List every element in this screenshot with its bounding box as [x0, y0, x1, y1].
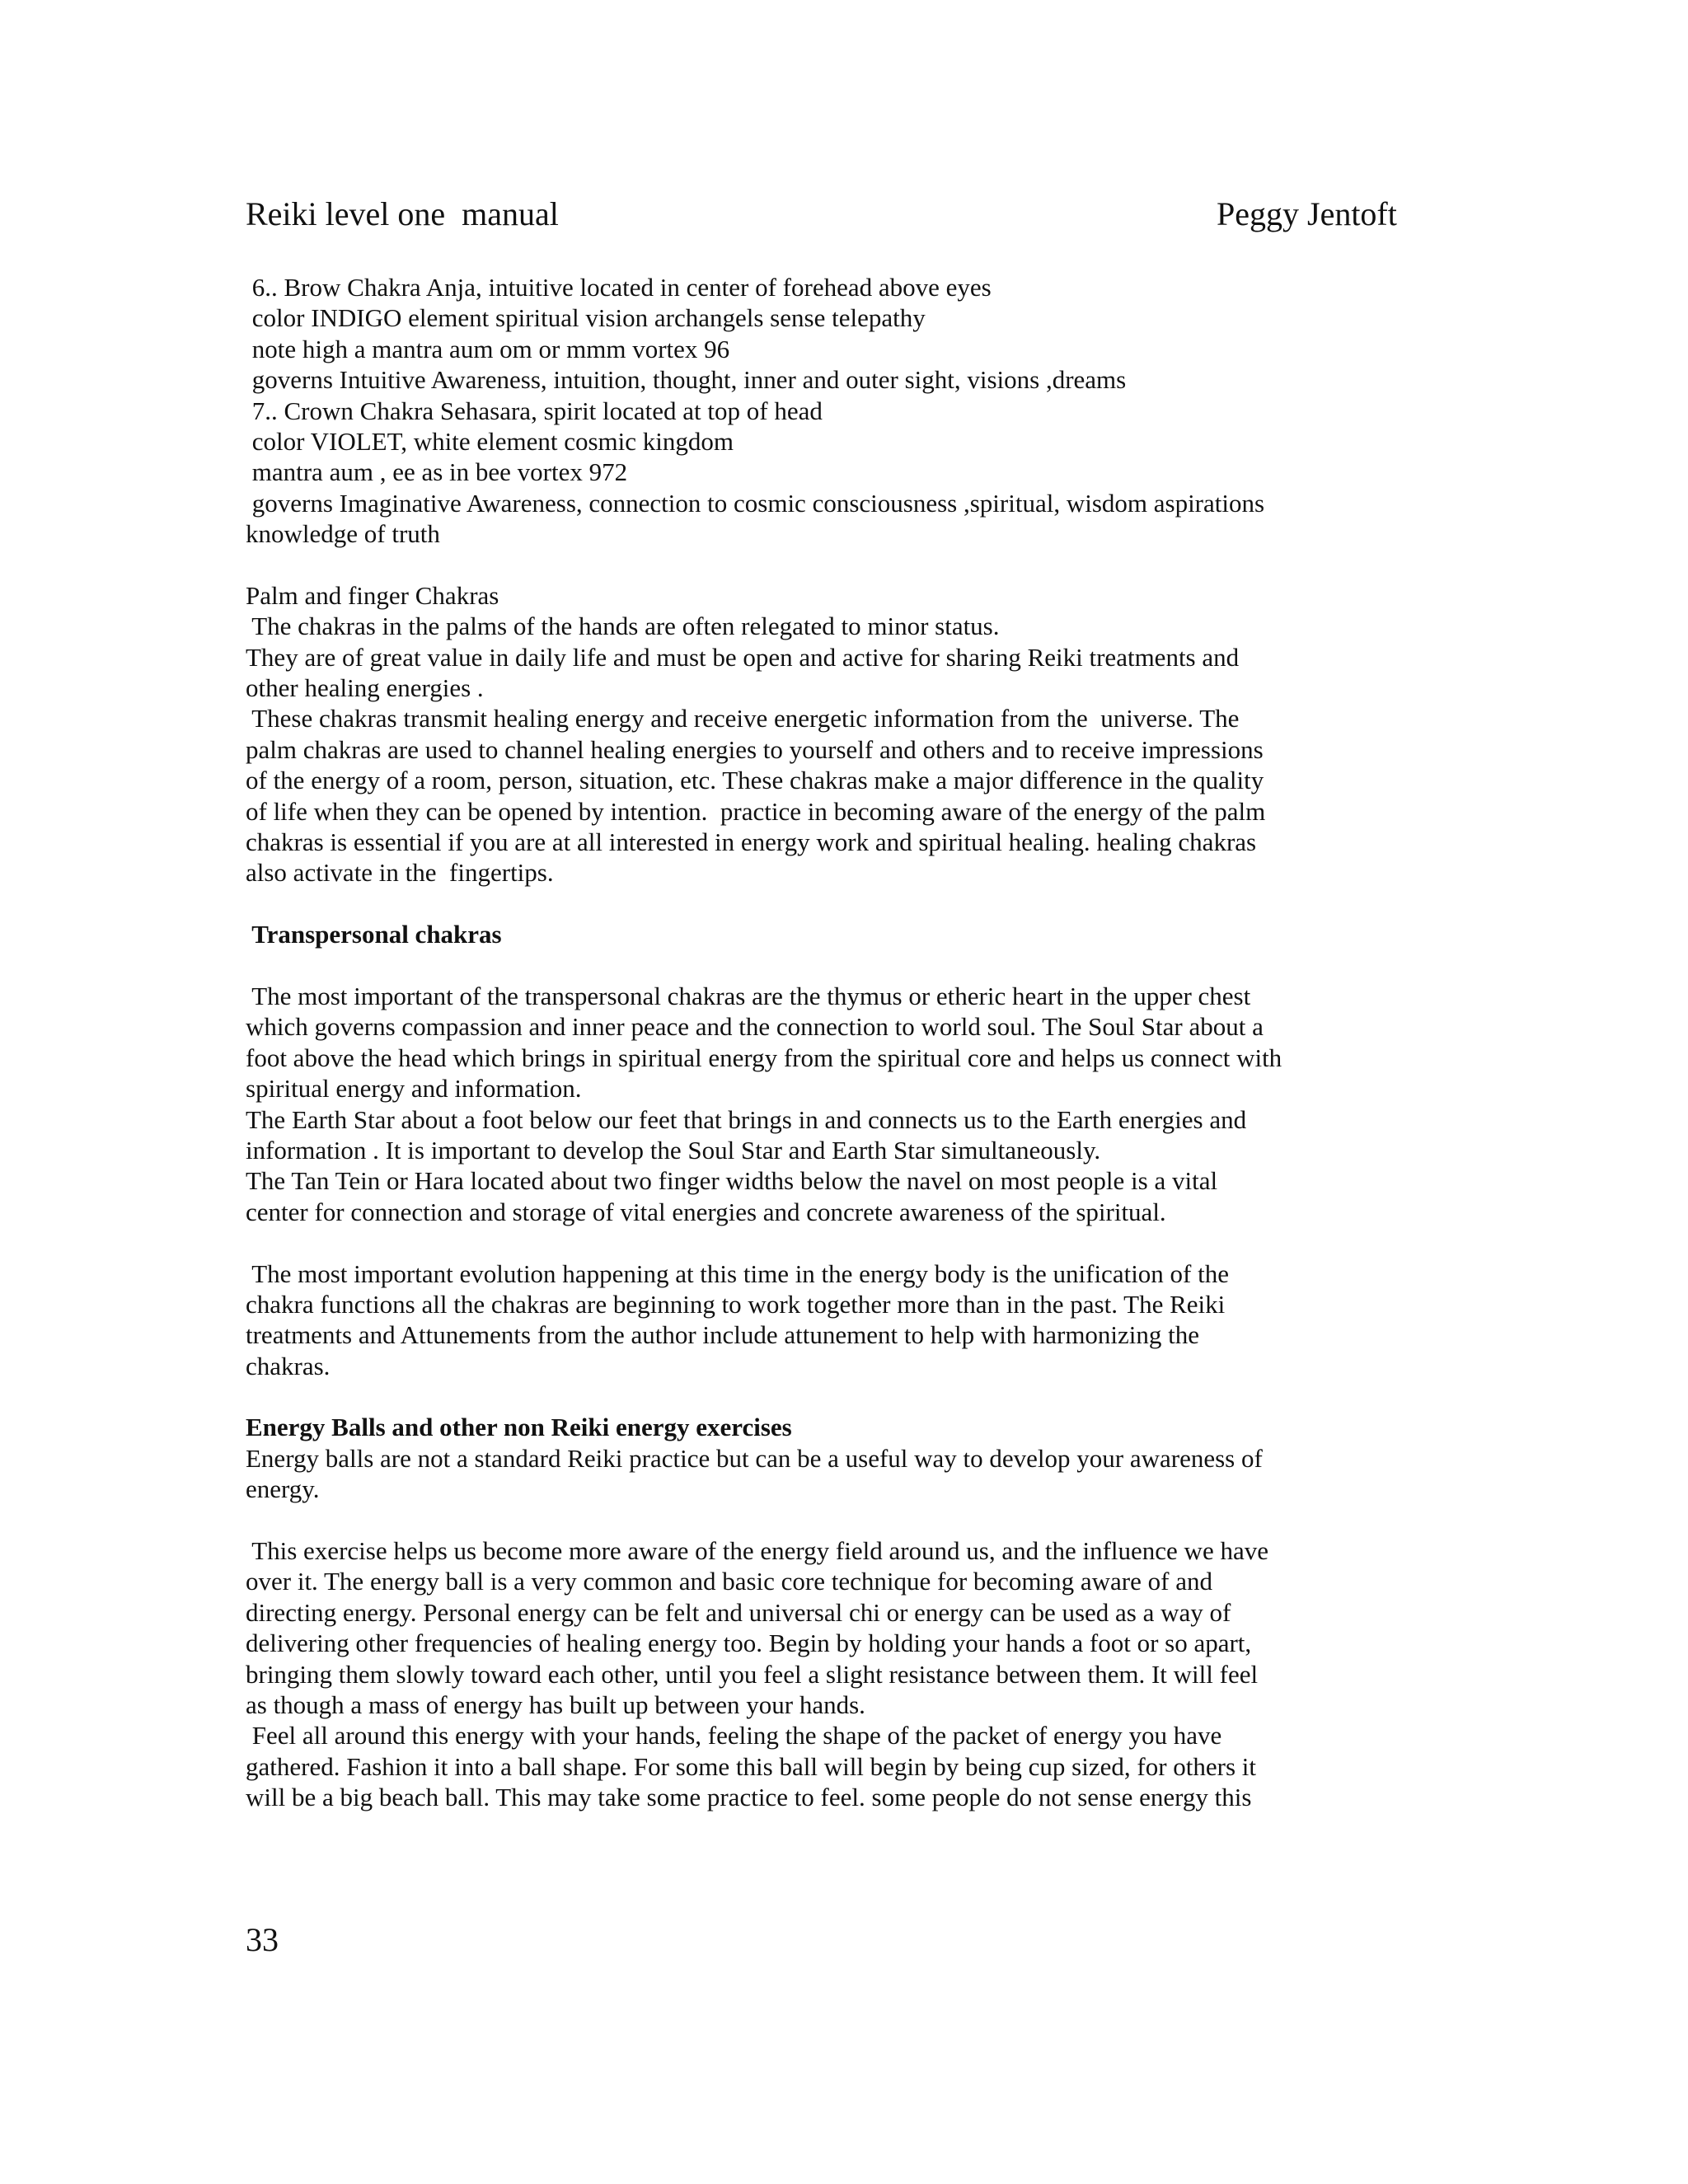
- text-line: center for connection and storage of vital energies and concrete awareness of the spiritual.: [246, 1197, 1166, 1226]
- text-line: note high a mantra aum om or mmm vortex 96: [246, 334, 730, 363]
- text-line: will be a big beach ball. This may take some practice to feel. some people do not sense energy this: [246, 1783, 1252, 1812]
- text-line: also activate in the fingertips.: [246, 858, 554, 888]
- text-line: chakra functions all the chakras are beginning to work together more than in the past. The Reiki: [246, 1289, 1226, 1319]
- text-line: chakras is essential if you are at all interested in energy work and spiritual healing. healing chakras: [246, 827, 1257, 857]
- text-line: as though a mass of energy has built up between your hands.: [246, 1690, 865, 1719]
- text-line: 6.. Brow Chakra Anja, intuitive located in center of forehead above eyes: [246, 273, 992, 302]
- blank-line: [246, 1505, 1449, 1535]
- text-line: Feel all around this energy with your hands, feeling the shape of the packet of energy you have: [246, 1721, 1222, 1750]
- text-line: information . It is important to develop the Soul Star and Earth Star simultaneously.: [246, 1135, 1101, 1165]
- text-line: palm chakras are used to channel healing energies to yourself and others and to receive impressions: [246, 734, 1264, 764]
- text-line: of life when they can be opened by intention. practice in becoming aware of the energy of the palm: [246, 796, 1266, 826]
- text-line: gathered. Fashion it into a ball shape. For some this ball will begin by being cup sized, for others it: [246, 1751, 1256, 1781]
- text-line: The chakras in the palms of the hands are often relegated to minor status.: [246, 612, 1000, 641]
- text-line: color VIOLET, white element cosmic kingdom: [246, 426, 734, 456]
- text-line: foot above the head which brings in spiritual energy from the spiritual core and helps us connect with: [246, 1043, 1282, 1072]
- text-line: color INDIGO element spiritual vision archangels sense telepathy: [246, 303, 926, 333]
- text-line: which governs compassion and inner peace and the connection to world soul. The Soul Star about a: [246, 1012, 1264, 1042]
- section-heading-transpersonal: Transpersonal chakras: [246, 920, 502, 949]
- text-line: governs Intuitive Awareness, intuition, thought, inner and outer sight, visions ,dreams: [246, 365, 1127, 395]
- blank-line: [246, 888, 1449, 919]
- text-line: chakras.: [246, 1351, 331, 1380]
- text-line: The Tan Tein or Hara located about two finger widths below the navel on most people is a vital: [246, 1166, 1218, 1196]
- text-line: bringing them slowly toward each other, until you feel a slight resistance between them. It will feel: [246, 1659, 1259, 1689]
- blank-line: [246, 950, 1449, 981]
- text-line: Energy balls are not a standard Reiki practice but can be a useful way to develop your awareness of: [246, 1443, 1263, 1473]
- text-line: spiritual energy and information.: [246, 1074, 582, 1104]
- running-header-title: Reiki level one manual: [246, 195, 559, 232]
- section-heading-palm-chakras: Palm and finger Chakras: [246, 580, 499, 610]
- text-line: delivering other frequencies of healing energy too. Begin by holding your hands a foot or so apart,: [246, 1629, 1252, 1658]
- page-number: 33: [246, 1921, 279, 1958]
- text-line: This exercise helps us become more aware of the energy field around us, and the influence we have: [246, 1536, 1268, 1566]
- text-line: knowledge of truth: [246, 519, 440, 549]
- page-body: [246, 272, 1449, 1813]
- text-line: over it. The energy ball is a very common and basic core technique for becoming aware of and: [246, 1567, 1212, 1596]
- blank-line: [246, 550, 1449, 580]
- running-header-author: Peggy Jentoft: [1217, 195, 1397, 232]
- text-line: The most important of the transpersonal chakras are the thymus or etheric heart in the upper chest: [246, 981, 1251, 1010]
- text-line: 7.. Crown Chakra Sehasara, spirit located at top of head: [246, 396, 823, 425]
- blank-line: [246, 1381, 1449, 1412]
- text-line: mantra aum , ee as in bee vortex 972: [246, 457, 628, 487]
- text-line: They are of great value in daily life and must be open and active for sharing Reiki treatments and: [246, 642, 1240, 672]
- text-line: governs Imaginative Awareness, connection to cosmic consciousness ,spiritual, wisdom aspirations: [246, 488, 1265, 518]
- text-line: directing energy. Personal energy can be felt and universal chi or energy can be used as a way of: [246, 1597, 1231, 1627]
- section-heading-energy-balls: Energy Balls and other non Reiki energy exercises: [246, 1413, 792, 1442]
- text-line: energy.: [246, 1474, 320, 1504]
- text-line: The most important evolution happening at this time in the energy body is the unification of the: [246, 1258, 1230, 1288]
- text-line: other healing energies .: [246, 673, 484, 703]
- text-line: treatments and Attunements from the author include attunement to help with harmonizing the: [246, 1320, 1200, 1350]
- text-line: These chakras transmit healing energy and receive energetic information from the universe. The: [246, 704, 1240, 733]
- text-line: of the energy of a room, person, situation, etc. These chakras make a major difference in the quality: [246, 766, 1264, 795]
- text-line: The Earth Star about a foot below our feet that brings in and connects us to the Earth energies and: [246, 1104, 1247, 1134]
- blank-line: [246, 1227, 1449, 1258]
